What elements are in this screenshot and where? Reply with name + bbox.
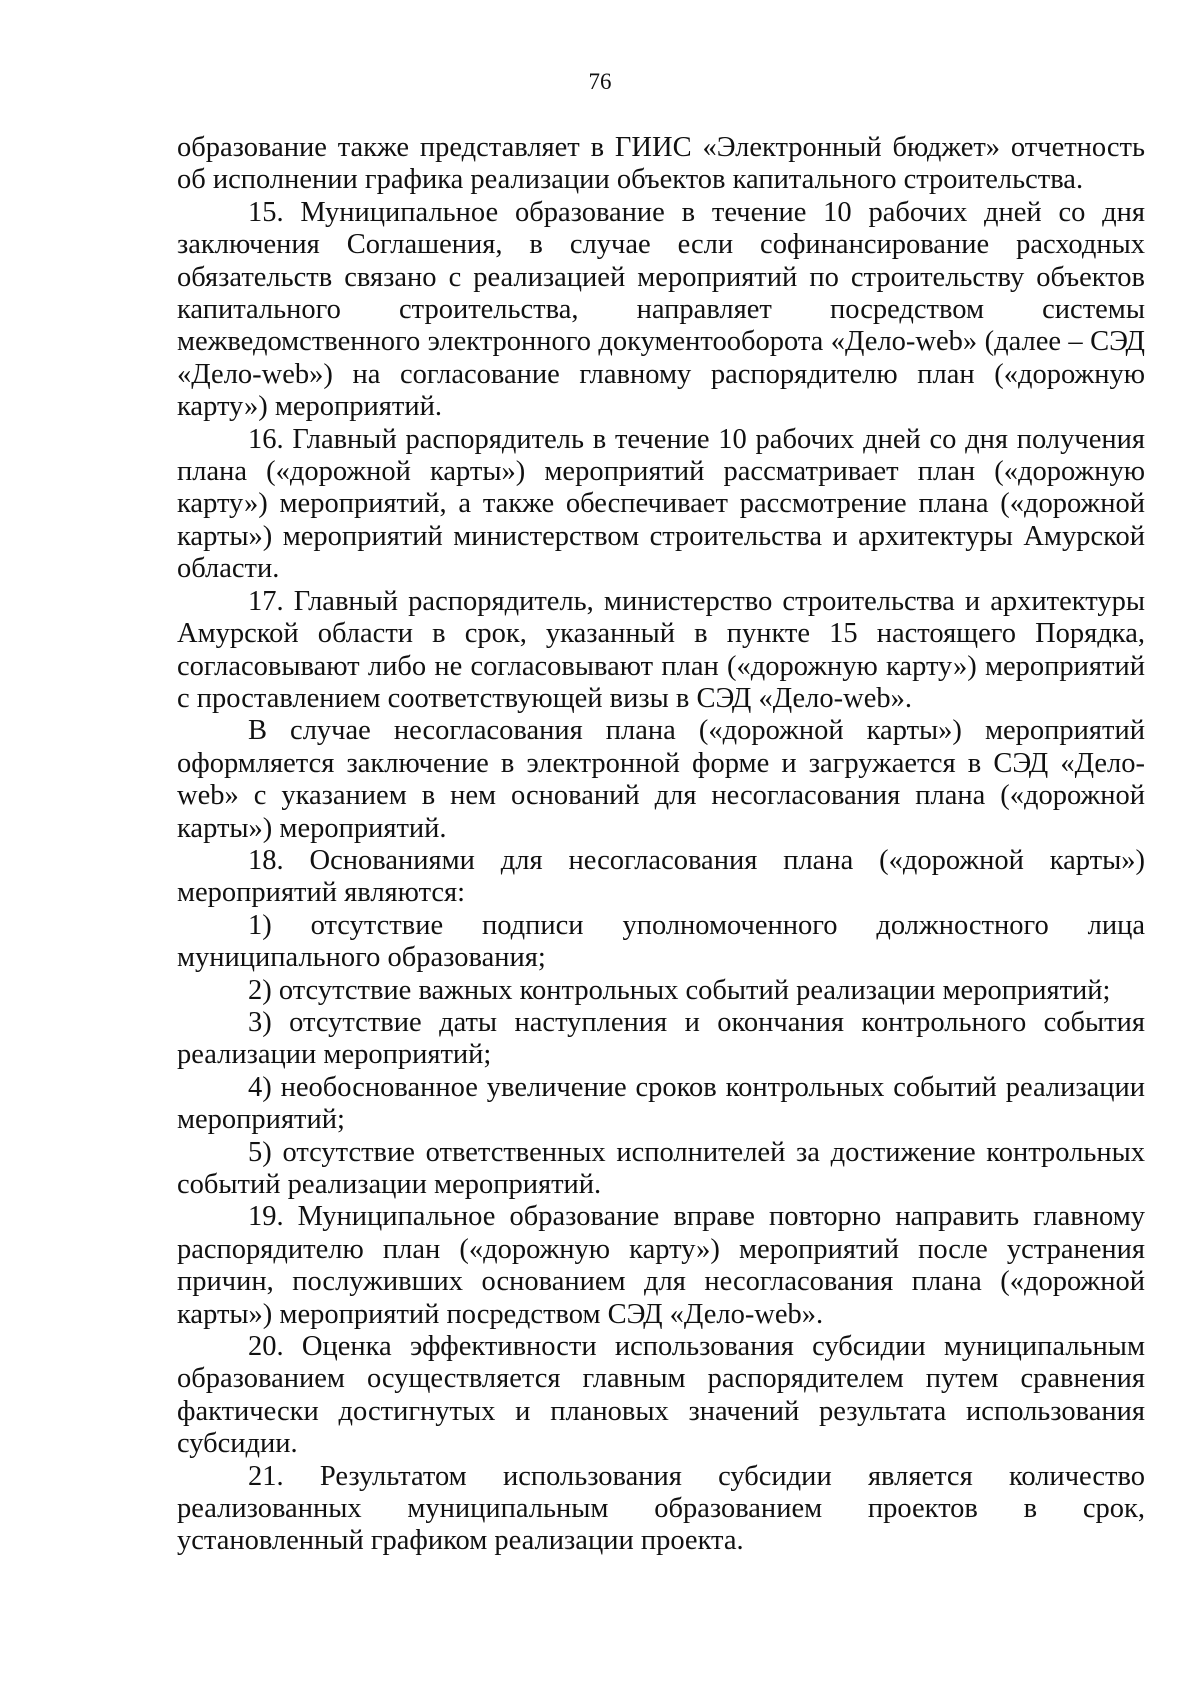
paragraph-continuation: образование также представляет в ГИИС «Электронный бюджет» отчетность об исполнении графика реализации объектов капитального строительства. <box>177 132 1145 196</box>
document-body <box>177 132 1145 1558</box>
list-item-3: 3) отсутствие даты наступления и окончания контрольного события реализации мероприятий; <box>177 1006 1145 1071</box>
paragraph-item-20: 20. Оценка эффективности использования субсидии муниципальным образованием осуществляется главным распорядителем путем сравнения фактически достигнутых и плановых значений результата использования субсидии. <box>177 1331 1145 1460</box>
paragraph-item-21: 21. Результатом использования субсидии является количество реализованных муниципальным образованием проектов в срок, установленный графиком реализации проекта. <box>177 1460 1145 1557</box>
paragraph-item-17: 17. Главный распорядитель, министерство строительства и архитектуры Амурской области в срок, указанный в пункте 15 настоящего Порядка, согласовывают либо не согласовывают план («дорожную карту») мероприятий с проставлением соответствующей визы в СЭД «Дело-web». <box>177 585 1145 714</box>
paragraph-item-15: 15. Муниципальное образование в течение 10 рабочих дней со дня заключения Соглашения, в случае если софинансирование расходных обязательств связано с реализацией мероприятий по строительству объектов капитального строительства, направляет посредством системы межведомственного электронного документооборота «Дело-web» (далее – СЭД «Дело-web») на согласование главному распорядителю план («дорожную карту») мероприятий. <box>177 196 1145 423</box>
list-item-2: 2) отсутствие важных контрольных событий реализации мероприятий; <box>248 974 1111 1006</box>
list-item-1: 1) отсутствие подписи уполномоченного должностного лица муниципального образования; <box>177 909 1145 974</box>
page-number: 76 <box>588 69 612 94</box>
list-item-4: 4) необоснованное увеличение сроков контрольных событий реализации мероприятий; <box>177 1071 1145 1136</box>
list-item-5: 5) отсутствие ответственных исполнителей за достижение контрольных событий реализации мероприятий. <box>177 1136 1145 1200</box>
paragraph-disagreement-case: В случае несогласования плана («дорожной карты») мероприятий оформляется заключение в электронной форме и загружается в СЭД «Дело-web» с указанием в нем оснований для несогласования плана («дорожной карты») мероприятий. <box>177 715 1145 844</box>
paragraph-item-19: 19. Муниципальное образование вправе повторно направить главному распорядителю план («дорожную карту») мероприятий после устранения причин, послуживших основанием для несогласования плана («дорожной карты») мероприятий посредством СЭД «Дело-web». <box>177 1201 1145 1330</box>
paragraph-item-18: 18. Основаниями для несогласования плана («дорожной карты») мероприятий являются: <box>177 844 1145 909</box>
paragraph-item-16: 16. Главный распорядитель в течение 10 рабочих дней со дня получения плана («дорожной карты») мероприятий рассматривает план («дорожную карту») мероприятий, а также обеспечивает рассмотрение плана («дорожной карты») мероприятий министерством строительства и архитектуры Амурской области. <box>177 423 1145 585</box>
